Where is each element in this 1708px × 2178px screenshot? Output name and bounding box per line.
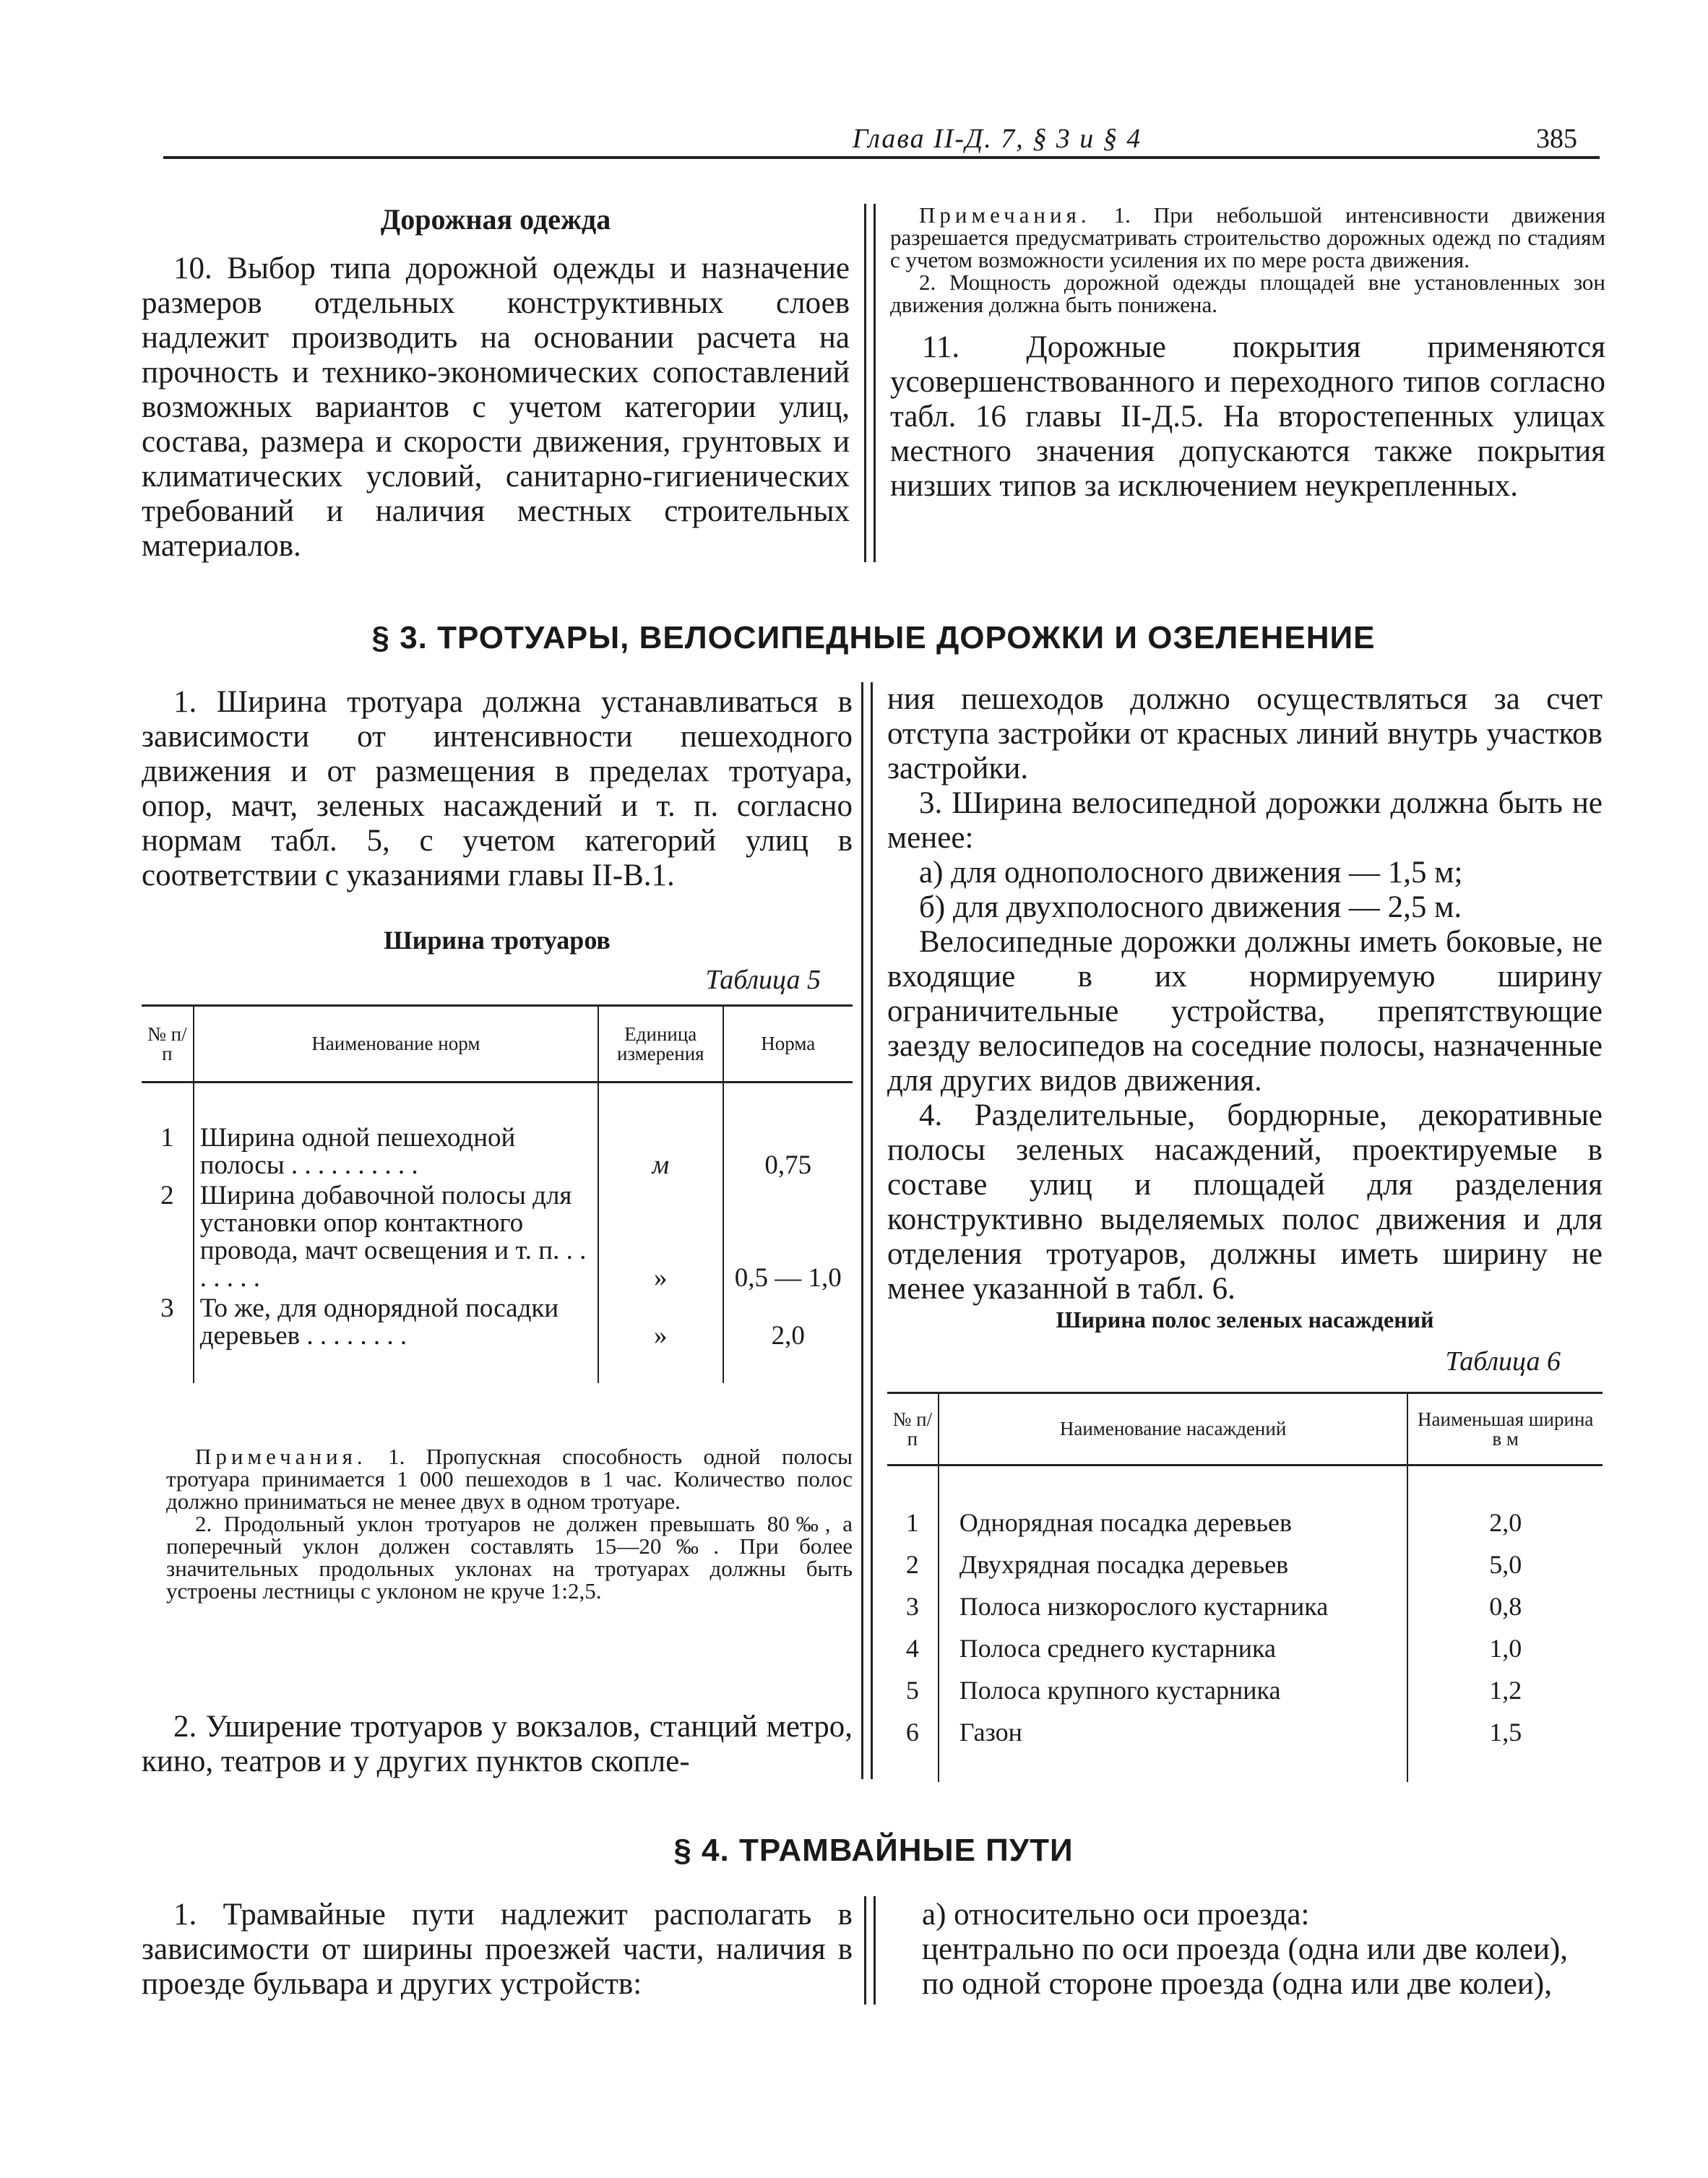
s3-paragraph-2-start: 2. Уширение тротуаров у вокзалов, станций метро, кино, театров и у других пунктов скопле- [142, 1710, 853, 1778]
top-right-column [890, 204, 1605, 504]
section-3-right-column [887, 682, 1603, 1307]
table-6 [887, 1392, 1603, 1782]
table-row: 3 Полоса низкорослого кустарника 0,8 [887, 1585, 1603, 1627]
s3-paragraph-2-end: ния пешеходов должно осуществляться за счет отступа застройки от красных линий внутрь участков застройки. [887, 682, 1603, 785]
subsection-heading: Дорожная одежда [380, 203, 611, 236]
s3-item-a: а) для однополосного движения — 1,5 м; [919, 856, 1463, 890]
note-2: 2. Мощность дорожной одежды площадей вне установленных зон движения должна быть понижена. [890, 270, 1605, 317]
s3-paragraph-1: 1. Ширина тротуара должна устанавливаться в зависимости от интенсивности пешеходного движения и от размещения в пределах тротуара, опор, мачт, зеленых насаждений и т. п. согласно нормам табл. 5, с учетом категорий улиц в соответствии с указаниями главы II-В.1. [142, 685, 853, 892]
table-row: 4 Полоса среднего кустарника 1,0 [887, 1627, 1603, 1669]
notes-label: Примечания. [919, 202, 1091, 228]
t6-header-num: № п/п [887, 1393, 939, 1465]
paragraph-10: 10. Выбор типа дорожной одежды и назначение размеров отдельных конструктивных слоев надлежит производить на основании расчета на прочность и технико-экономических сопоставлений возможных вариантов с учетом категории улиц, состава, размера и скорости движения, грунтовых и климатических условий, санитарно-гигиенических требований и наличия местных строительных материалов. [142, 251, 850, 563]
column-divider [864, 204, 876, 562]
top-left-column [142, 202, 850, 564]
column-divider [861, 682, 873, 1779]
table-row: 3 То же, для однорядной посадки деревьев . . . . . . . . » 2,0 [142, 1294, 853, 1351]
section-4-right-column [890, 1898, 1605, 2002]
s3-paragraph-3: 3. Ширина велосипедной дорожки должна быть не менее: [887, 786, 1603, 855]
table-row: 1 Ширина одной пешеходной полосы . . . . . . . . . . м 0,75 [142, 1123, 853, 1181]
s4-paragraph-1: 1. Трамвайные пути надлежит располагать в зависимости от ширины проезжей части, наличия в проезде бульвара и других устройств: [142, 1898, 853, 2001]
s3-paragraph-3b: Велосипедные дорожки должны иметь боковые, не входящие в их нормируемую ширину ограничительные устройства, препятствующие заезду велосипедов на соседние полосы, назначенные для других видов движения. [887, 925, 1603, 1098]
t6-header-value: Наименьшая ширина в м [1407, 1393, 1603, 1465]
t5-header-unit: Единица измерения [598, 1006, 723, 1082]
table-5-title: Ширина тротуаров [384, 926, 611, 955]
table-row: 5 Полоса крупного кустарника 1,2 [887, 1669, 1603, 1711]
table-5-label: Таблица 5 [705, 965, 821, 995]
table-row: 6 Газон 1,5 [887, 1711, 1603, 1753]
section-3-left-column [142, 685, 853, 893]
s3-paragraph-2-start-block [142, 1710, 853, 1779]
section-4-title: § 4. ТРАМВАЙНЫЕ ПУТИ [673, 1833, 1074, 1868]
s3-paragraph-4: 4. Разделительные, бордюрные, декоративные полосы зеленых насаждений, проектируемые в составе улиц и площадей для разделения конструктивно выделяемых полос движения и для отделения тротуаров, должны иметь ширину не менее указанной в табл. 6. [887, 1098, 1603, 1306]
header-rule [163, 156, 1600, 159]
t5-header-num: № п/п [142, 1006, 194, 1082]
t5-header-name: Наименование норм [194, 1006, 598, 1082]
table-row: 1 Однорядная посадка деревьев 2,0 [887, 1502, 1603, 1544]
note-1: 1. При небольшой интенсивности движения разрешается предусматривать строительство дорожных одежд по стадиям с учетом возможности усиления их по мере роста движения. [890, 202, 1605, 272]
s4-line-1: центрально по оси проезда (одна или две колеи), [922, 1932, 1569, 1966]
table-5-notes [166, 1445, 853, 1602]
table-row: 2 Ширина добавочной полосы для установки опор контактного провода, мачт освещения и т. п. . . . . . . . » 0,5 — 1,0 [142, 1181, 853, 1294]
section-4-left-column [142, 1898, 853, 2002]
table-6-label: Таблица 6 [1445, 1346, 1561, 1377]
t5-note-1: 1. Пропускная способность одной полосы тротуара принимается 1 000 пешеходов в 1 час. Количество полос должно приниматься не менее двух в одном тротуаре. [166, 1444, 853, 1514]
table-6-title: Ширина полос зеленых насаждений [1056, 1307, 1434, 1333]
column-divider [864, 1896, 876, 2005]
s4-item-a: а) относительно оси проезда: [922, 1898, 1310, 1932]
running-title: Глава II-Д. 7, § 3 и § 4 [852, 124, 1142, 154]
notes-label: Примечания. [195, 1444, 367, 1469]
page-number: 385 [1536, 124, 1577, 154]
t6-header-name: Наименование насаждений [939, 1393, 1408, 1465]
paragraph-11: 11. Дорожные покрытия применяются усовершенствованного и переходного типов согласно табл. 16 главы II-Д.5. На второстепенных улицах местного значения допускаются также покрытия низших типов за исключением неукрепленных. [890, 330, 1605, 503]
table-5 [142, 1004, 853, 1383]
table-row: 2 Двухрядная посадка деревьев 5,0 [887, 1544, 1603, 1585]
s4-line-2: по одной стороне проезда (одна или две колеи), [922, 1967, 1552, 2001]
s3-item-b: б) для двухполосного движения — 2,5 м. [919, 890, 1462, 924]
t5-header-value: Норма [723, 1006, 853, 1082]
t5-note-2: 2. Продольный уклон тротуаров не должен превышать 80‰, а поперечный уклон должен составлять 15—20‰. При более значительных продольных уклонах на тротуарах должны быть устроены лестницы с уклоном не круче 1:2,5. [166, 1511, 853, 1604]
section-3-title: § 3. ТРОТУАРЫ, ВЕЛОСИПЕДНЫЕ ДОРОЖКИ И ОЗЕЛЕНЕНИЕ [371, 620, 1376, 655]
